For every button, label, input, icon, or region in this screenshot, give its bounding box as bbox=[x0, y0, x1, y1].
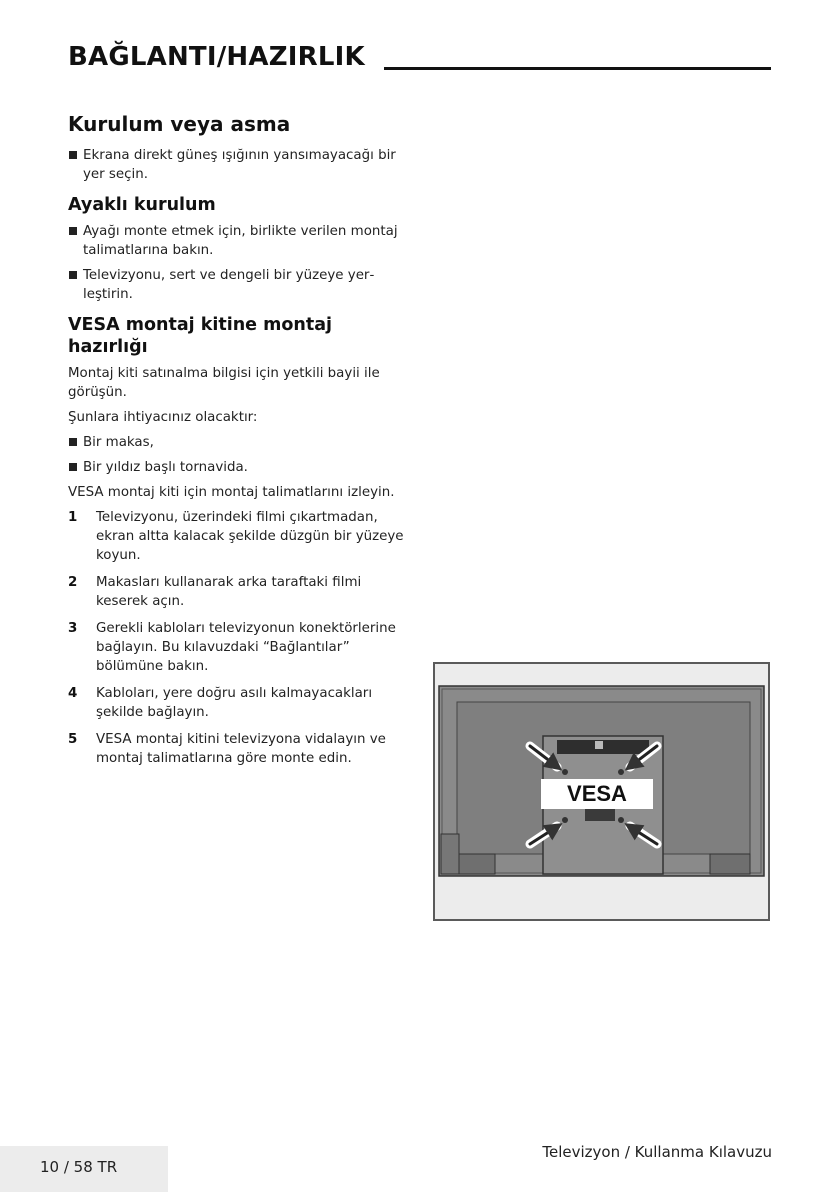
section-title: VESA montaj kitine montaj hazırlığı bbox=[68, 315, 333, 357]
step-number: 4 bbox=[68, 686, 78, 701]
section-installation bbox=[68, 112, 408, 184]
footer-page-box bbox=[0, 1146, 168, 1192]
step-text: Makasları kullanarak arka taraftaki filmi keserek açın. bbox=[96, 575, 362, 609]
list-item: Bir yıldız başlı tornavida. bbox=[68, 458, 408, 477]
intro-text: Montaj kiti satınalma bilgisi için yetkili bayii ile görüşün. bbox=[68, 366, 380, 400]
step-item bbox=[68, 619, 408, 676]
step-item bbox=[68, 730, 408, 768]
step-number: 1 bbox=[68, 510, 78, 525]
bullet-square-icon bbox=[69, 438, 77, 446]
list-item: Ayağı monte etmek için, birlikte verilen montaj talimatlarına bakın. bbox=[68, 222, 408, 260]
step-item bbox=[68, 573, 408, 611]
step-text: Televizyonu, üzerindeki filmi çıkartmadan, ekran altta kalacak şekilde düzgün bir yüzeye koyun. bbox=[96, 510, 404, 563]
step-item bbox=[68, 508, 408, 565]
section-title: Kurulum veya asma bbox=[68, 112, 291, 136]
step-number: 5 bbox=[68, 732, 78, 747]
needs-label: Şunlara ihtiyacınız olacaktır: bbox=[68, 410, 258, 425]
footer-manual-title: Televizyon / Kullanma Kılavuzu bbox=[542, 1143, 772, 1161]
bullet-square-icon bbox=[69, 227, 77, 235]
step-text: Kabloları, yere doğru asılı kalmayacakları şekilde bağlayın. bbox=[96, 686, 373, 720]
bullet-square-icon bbox=[69, 271, 77, 279]
tv-back-figure bbox=[433, 662, 770, 921]
section-stand bbox=[68, 194, 408, 304]
bullet-square-icon bbox=[69, 151, 77, 159]
page-header bbox=[68, 42, 771, 82]
step-text: Gerekli kabloları televizyonun konektörlerine bağlayın. Bu kılavuzdaki “Bağlantılar” bölümüne bakın. bbox=[96, 621, 396, 674]
page-number: 10 / 58 TR bbox=[40, 1158, 118, 1176]
header-rule bbox=[384, 67, 771, 70]
list-item: Televizyonu, sert ve dengeli bir yüzeye yerleştirin. bbox=[68, 266, 408, 304]
content-column bbox=[68, 112, 408, 776]
list-item: Ekrana direkt güneş ışığının yansımayacağı bir yer seçin. bbox=[68, 146, 408, 184]
step-item bbox=[68, 684, 408, 722]
follow-text: VESA montaj kiti için montaj talimatlarını izleyin. bbox=[68, 485, 395, 500]
step-text: VESA montaj kitini televizyona vidalayın ve montaj talimatlarına göre monte edin. bbox=[96, 732, 386, 766]
step-number: 2 bbox=[68, 575, 78, 590]
page-title: BAĞLANTI/HAZIRLIK bbox=[68, 42, 365, 72]
list-item: Bir makas, bbox=[68, 433, 408, 452]
vesa-label: VESA bbox=[541, 779, 653, 809]
bullet-square-icon bbox=[69, 463, 77, 471]
step-number: 3 bbox=[68, 621, 78, 636]
section-title: Ayaklı kurulum bbox=[68, 195, 216, 215]
section-vesa bbox=[68, 314, 408, 768]
